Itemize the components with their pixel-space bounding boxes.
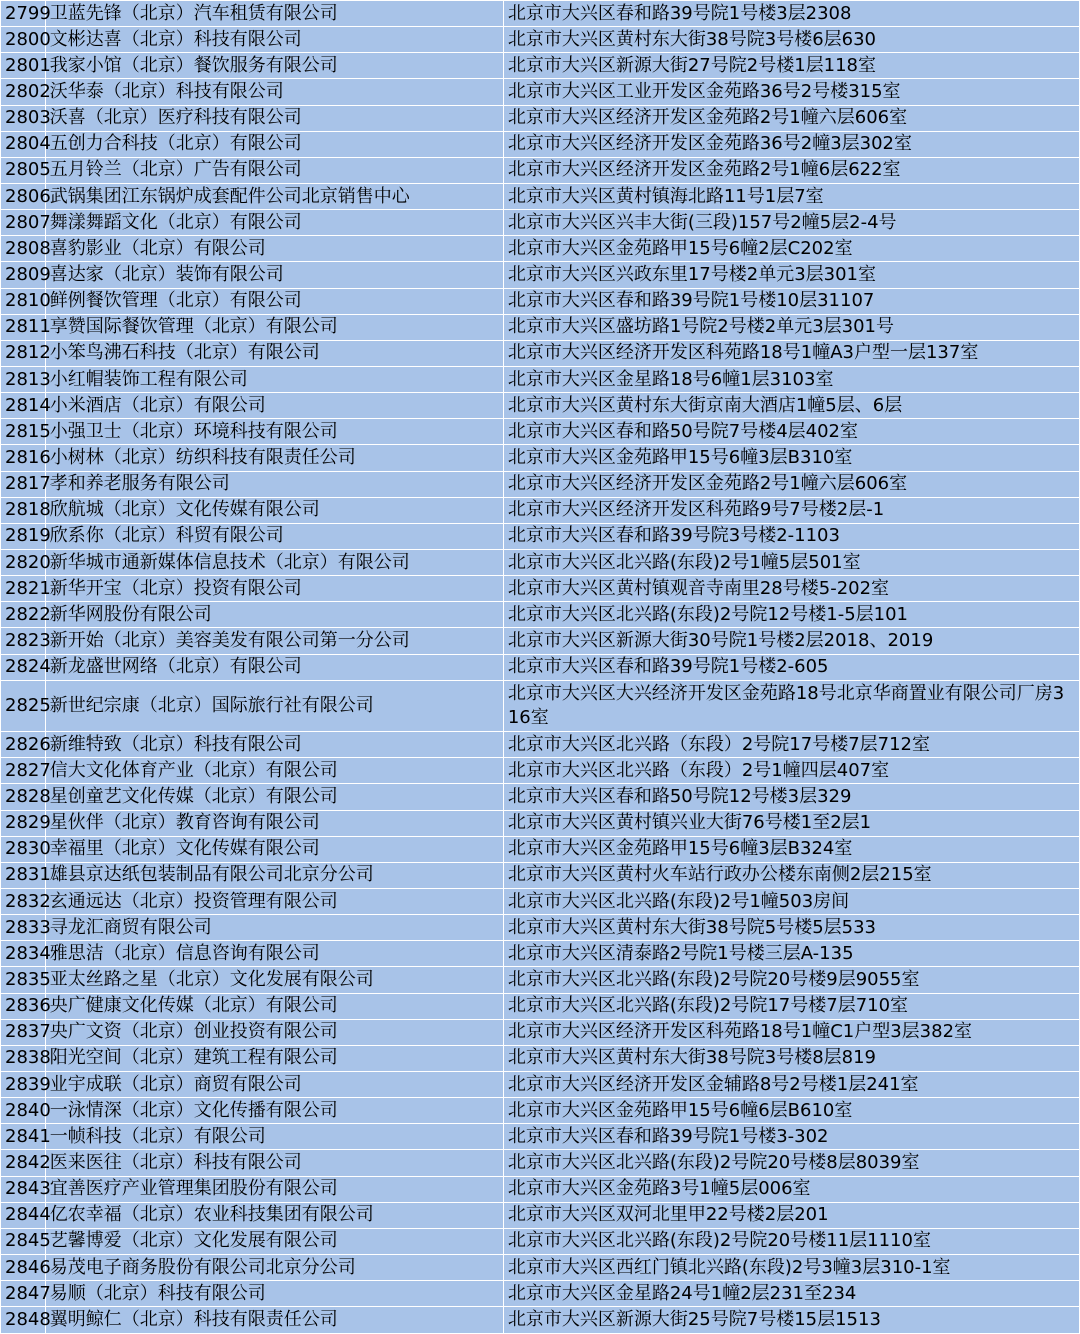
company-address-cell: 北京市大兴区金苑路甲15号6幢3层B310室 xyxy=(503,445,1079,471)
company-address-cell: 北京市大兴区北兴路(东段)2号院17号楼7层710室 xyxy=(503,993,1079,1019)
company-address-cell: 北京市大兴区北兴路（东段）2号1幢四层407室 xyxy=(503,758,1079,784)
company-name-cell: 一帧科技（北京）有限公司 xyxy=(45,1124,503,1150)
table-row xyxy=(1,27,1080,53)
row-number-cell: 2844 xyxy=(1,1202,46,1228)
row-number-cell: 2826 xyxy=(1,732,46,758)
company-name-cell: 雅思洁（北京）信息咨询有限公司 xyxy=(45,941,503,967)
row-number-cell: 2823 xyxy=(1,628,46,654)
company-name-cell: 医来医往（北京）科技有限公司 xyxy=(45,1150,503,1176)
company-address-cell: 北京市大兴区经济开发区金辅路8号2号楼1层241室 xyxy=(503,1072,1079,1098)
company-address-cell: 北京市大兴区工业开发区金苑路36号2号楼315室 xyxy=(503,79,1079,105)
table-row xyxy=(1,53,1080,79)
row-number-cell: 2825 xyxy=(1,680,46,732)
table-row xyxy=(1,549,1080,575)
row-number-cell: 2806 xyxy=(1,183,46,209)
company-address-cell: 北京市大兴区新源大街30号院1号楼2层2018、2019 xyxy=(503,628,1079,654)
row-number-cell: 2838 xyxy=(1,1045,46,1071)
row-number-cell: 2807 xyxy=(1,210,46,236)
row-number-cell: 2814 xyxy=(1,393,46,419)
table-row xyxy=(1,288,1080,314)
row-number-cell: 2799 xyxy=(1,1,46,27)
company-name-cell: 享赞国际餐饮管理（北京）有限公司 xyxy=(45,314,503,340)
company-address-cell: 北京市大兴区黄村东大街38号院3号楼8层819 xyxy=(503,1045,1079,1071)
table-row xyxy=(1,602,1080,628)
table-row xyxy=(1,393,1080,419)
company-name-cell: 小米酒店（北京）有限公司 xyxy=(45,393,503,419)
row-number-cell: 2803 xyxy=(1,105,46,131)
company-name-cell: 阳光空间（北京）建筑工程有限公司 xyxy=(45,1045,503,1071)
company-address-cell: 北京市大兴区经济开发区金苑路36号2幢3层302室 xyxy=(503,131,1079,157)
table-row xyxy=(1,1,1080,27)
company-address-cell: 北京市大兴区经济开发区科苑路18号1幢C1户型3层382室 xyxy=(503,1019,1079,1045)
table-row xyxy=(1,419,1080,445)
company-name-cell: 新维特致（北京）科技有限公司 xyxy=(45,732,503,758)
company-address-cell: 北京市大兴区黄村东大街38号院5号楼5层533 xyxy=(503,915,1079,941)
company-address-cell: 北京市大兴区双河北里甲22号楼2层201 xyxy=(503,1202,1079,1228)
table-row xyxy=(1,915,1080,941)
company-name-cell: 小强卫士（北京）环境科技有限公司 xyxy=(45,419,503,445)
row-number-cell: 2848 xyxy=(1,1307,46,1334)
company-name-cell: 星创童艺文化传媒（北京）有限公司 xyxy=(45,784,503,810)
table-row xyxy=(1,523,1080,549)
row-number-cell: 2847 xyxy=(1,1281,46,1307)
company-name-cell: 寻龙汇商贸有限公司 xyxy=(45,915,503,941)
company-address-cell: 北京市大兴区黄村火车站行政办公楼东南侧2层215室 xyxy=(503,862,1079,888)
table-row xyxy=(1,576,1080,602)
company-address-cell: 北京市大兴区兴政东里17号楼2单元3层301室 xyxy=(503,262,1079,288)
row-number-cell: 2834 xyxy=(1,941,46,967)
table-row xyxy=(1,340,1080,366)
company-address-cell: 北京市大兴区盛坊路1号院2号楼2单元3层301号 xyxy=(503,314,1079,340)
table-row xyxy=(1,1176,1080,1202)
company-name-cell: 信大文化体育产业（北京）有限公司 xyxy=(45,758,503,784)
table-row xyxy=(1,1202,1080,1228)
table-row xyxy=(1,1254,1080,1280)
company-name-cell: 新世纪宗康（北京）国际旅行社有限公司 xyxy=(45,680,503,732)
company-address-cell: 北京市大兴区春和路50号院7号楼4层402室 xyxy=(503,419,1079,445)
table-row xyxy=(1,1150,1080,1176)
table-row xyxy=(1,680,1080,732)
row-number-cell: 2833 xyxy=(1,915,46,941)
company-name-cell: 小树林（北京）纺织科技有限责任公司 xyxy=(45,445,503,471)
company-address-cell: 北京市大兴区北兴路(东段)2号院20号楼8层8039室 xyxy=(503,1150,1079,1176)
company-address-cell: 北京市大兴区北兴路(东段)2号院12号楼1-5层101 xyxy=(503,602,1079,628)
company-address-cell: 北京市大兴区黄村东大街京南大酒店1幢5层、6层 xyxy=(503,393,1079,419)
company-address-cell: 北京市大兴区经济开发区科苑路9号7号楼2层-1 xyxy=(503,497,1079,523)
company-name-cell: 沃华泰（北京）科技有限公司 xyxy=(45,79,503,105)
table-row xyxy=(1,836,1080,862)
company-address-cell: 北京市大兴区金苑路3号1幢5层006室 xyxy=(503,1176,1079,1202)
company-name-cell: 小红帽装饰工程有限公司 xyxy=(45,366,503,392)
table-row xyxy=(1,1045,1080,1071)
company-name-cell: 玄通远达（北京）投资管理有限公司 xyxy=(45,889,503,915)
table-row xyxy=(1,366,1080,392)
table-row xyxy=(1,628,1080,654)
company-name-cell: 舞漾舞蹈文化（北京）有限公司 xyxy=(45,210,503,236)
row-number-cell: 2830 xyxy=(1,836,46,862)
company-name-cell: 鲜例餐饮管理（北京）有限公司 xyxy=(45,288,503,314)
table-row xyxy=(1,732,1080,758)
company-name-cell: 业宇成联（北京）商贸有限公司 xyxy=(45,1072,503,1098)
company-name-cell: 幸福里（北京）文化传媒有限公司 xyxy=(45,836,503,862)
company-name-cell: 新华开宝（北京）投资有限公司 xyxy=(45,576,503,602)
table-row xyxy=(1,1072,1080,1098)
company-address-cell: 北京市大兴区金星路24号1幢2层231至234 xyxy=(503,1281,1079,1307)
company-name-cell: 星伙伴（北京）教育咨询有限公司 xyxy=(45,810,503,836)
row-number-cell: 2824 xyxy=(1,654,46,680)
table-row xyxy=(1,183,1080,209)
company-address-cell: 北京市大兴区经济开发区金苑路2号1幢六层606室 xyxy=(503,105,1079,131)
table-row xyxy=(1,1281,1080,1307)
table-row xyxy=(1,993,1080,1019)
row-number-cell: 2836 xyxy=(1,993,46,1019)
company-name-cell: 雄县京达纸包装制品有限公司北京分公司 xyxy=(45,862,503,888)
row-number-cell: 2816 xyxy=(1,445,46,471)
row-number-cell: 2822 xyxy=(1,602,46,628)
table-row xyxy=(1,314,1080,340)
company-address-cell: 北京市大兴区北兴路(东段)2号院20号楼9层9055室 xyxy=(503,967,1079,993)
company-address-cell: 北京市大兴区北兴路(东段)2号1幢5层501室 xyxy=(503,549,1079,575)
table-row xyxy=(1,758,1080,784)
table-row xyxy=(1,1098,1080,1124)
table-row xyxy=(1,445,1080,471)
table-row xyxy=(1,784,1080,810)
company-name-cell: 艺馨博爱（北京）文化发展有限公司 xyxy=(45,1228,503,1254)
table-row xyxy=(1,131,1080,157)
company-name-cell: 小笨鸟沸石科技（北京）有限公司 xyxy=(45,340,503,366)
table-row xyxy=(1,157,1080,183)
row-number-cell: 2845 xyxy=(1,1228,46,1254)
row-number-cell: 2813 xyxy=(1,366,46,392)
company-address-cell: 北京市大兴区黄村镇海北路11号1层7室 xyxy=(503,183,1079,209)
company-address-cell: 北京市大兴区兴丰大街(三段)157号2幢5层2-4号 xyxy=(503,210,1079,236)
company-name-cell: 翼明鲸仁（北京）科技有限责任公司 xyxy=(45,1307,503,1334)
company-address-cell: 北京市大兴区北兴路(东段)2号1幢503房间 xyxy=(503,889,1079,915)
company-name-cell: 易茂电子商务股份有限公司北京分公司 xyxy=(45,1254,503,1280)
company-address-cell: 北京市大兴区金苑路甲15号6幢3层B324室 xyxy=(503,836,1079,862)
row-number-cell: 2840 xyxy=(1,1098,46,1124)
row-number-cell: 2805 xyxy=(1,157,46,183)
table-row xyxy=(1,1228,1080,1254)
table-row xyxy=(1,497,1080,523)
company-name-cell: 喜达家（北京）装饰有限公司 xyxy=(45,262,503,288)
table-row xyxy=(1,967,1080,993)
row-number-cell: 2801 xyxy=(1,53,46,79)
company-address-cell: 北京市大兴区清泰路2号院1号楼三层A-135 xyxy=(503,941,1079,967)
row-number-cell: 2800 xyxy=(1,27,46,53)
company-address-cell: 北京市大兴区黄村镇兴业大街76号楼1至2层1 xyxy=(503,810,1079,836)
row-number-cell: 2804 xyxy=(1,131,46,157)
company-name-cell: 宜善医疗产业管理集团股份有限公司 xyxy=(45,1176,503,1202)
company-name-cell: 易顺（北京）科技有限公司 xyxy=(45,1281,503,1307)
row-number-cell: 2815 xyxy=(1,419,46,445)
row-number-cell: 2811 xyxy=(1,314,46,340)
company-name-cell: 喜豹影业（北京）有限公司 xyxy=(45,236,503,262)
company-name-cell: 五创力合科技（北京）有限公司 xyxy=(45,131,503,157)
company-name-cell: 孝和养老服务有限公司 xyxy=(45,471,503,497)
row-number-cell: 2819 xyxy=(1,523,46,549)
row-number-cell: 2808 xyxy=(1,236,46,262)
table-row xyxy=(1,941,1080,967)
table-row xyxy=(1,1307,1080,1334)
company-address-cell: 北京市大兴区大兴经济开发区金苑路18号北京华商置业有限公司厂房316室 xyxy=(503,680,1079,732)
company-name-cell: 新华城市通新媒体信息技术（北京）有限公司 xyxy=(45,549,503,575)
company-address-cell: 北京市大兴区金苑路甲15号6幢2层C202室 xyxy=(503,236,1079,262)
company-address-cell: 北京市大兴区春和路39号院1号楼10层31107 xyxy=(503,288,1079,314)
company-name-cell: 武锅集团江东锅炉成套配件公司北京销售中心 xyxy=(45,183,503,209)
company-name-cell: 我家小馆（北京）餐饮服务有限公司 xyxy=(45,53,503,79)
row-number-cell: 2843 xyxy=(1,1176,46,1202)
company-address-cell: 北京市大兴区黄村东大街38号院3号楼6层630 xyxy=(503,27,1079,53)
company-address-cell: 北京市大兴区经济开发区金苑路2号1幢6层622室 xyxy=(503,157,1079,183)
company-name-cell: 沃喜（北京）医疗科技有限公司 xyxy=(45,105,503,131)
company-name-cell: 五月铃兰（北京）广告有限公司 xyxy=(45,157,503,183)
row-number-cell: 2828 xyxy=(1,784,46,810)
company-address-cell: 北京市大兴区北兴路（东段）2号院17号楼7层712室 xyxy=(503,732,1079,758)
row-number-cell: 2827 xyxy=(1,758,46,784)
row-number-cell: 2802 xyxy=(1,79,46,105)
company-name-cell: 卫蓝先锋（北京）汽车租赁有限公司 xyxy=(45,1,503,27)
table-row xyxy=(1,889,1080,915)
table-row xyxy=(1,1019,1080,1045)
row-number-cell: 2842 xyxy=(1,1150,46,1176)
company-address-cell: 北京市大兴区春和路39号院3号楼2-1103 xyxy=(503,523,1079,549)
table-row xyxy=(1,471,1080,497)
company-address-cell: 北京市大兴区经济开发区科苑路18号1幢A3户型一层137室 xyxy=(503,340,1079,366)
company-address-cell: 北京市大兴区经济开发区金苑路2号1幢六层606室 xyxy=(503,471,1079,497)
company-name-cell: 新华网股份有限公司 xyxy=(45,602,503,628)
company-name-cell: 一泳情深（北京）文化传播有限公司 xyxy=(45,1098,503,1124)
row-number-cell: 2832 xyxy=(1,889,46,915)
table-body xyxy=(1,1,1080,1334)
row-number-cell: 2837 xyxy=(1,1019,46,1045)
row-number-cell: 2809 xyxy=(1,262,46,288)
row-number-cell: 2817 xyxy=(1,471,46,497)
row-number-cell: 2841 xyxy=(1,1124,46,1150)
row-number-cell: 2839 xyxy=(1,1072,46,1098)
company-address-cell: 北京市大兴区春和路39号院1号楼3层2308 xyxy=(503,1,1079,27)
company-name-cell: 文彬达喜（北京）科技有限公司 xyxy=(45,27,503,53)
row-number-cell: 2810 xyxy=(1,288,46,314)
company-name-cell: 央广文资（北京）创业投资有限公司 xyxy=(45,1019,503,1045)
company-name-cell: 亿农幸福（北京）农业科技集团有限公司 xyxy=(45,1202,503,1228)
row-number-cell: 2835 xyxy=(1,967,46,993)
row-number-cell: 2820 xyxy=(1,549,46,575)
company-address-cell: 北京市大兴区金星路18号6幢1层3103室 xyxy=(503,366,1079,392)
row-number-cell: 2831 xyxy=(1,862,46,888)
company-address-cell: 北京市大兴区西红门镇北兴路(东段)2号3幢3层310-1室 xyxy=(503,1254,1079,1280)
table-row xyxy=(1,862,1080,888)
table-row xyxy=(1,810,1080,836)
table-row xyxy=(1,262,1080,288)
company-name-cell: 亚太丝路之星（北京）文化发展有限公司 xyxy=(45,967,503,993)
company-address-cell: 北京市大兴区黄村镇观音寺南里28号楼5-202室 xyxy=(503,576,1079,602)
company-address-cell: 北京市大兴区春和路39号院1号楼2-605 xyxy=(503,654,1079,680)
table-row xyxy=(1,210,1080,236)
row-number-cell: 2818 xyxy=(1,497,46,523)
company-name-cell: 新龙盛世网络（北京）有限公司 xyxy=(45,654,503,680)
company-name-cell: 欣系你（北京）科贸有限公司 xyxy=(45,523,503,549)
company-name-cell: 新开始（北京）美容美发有限公司第一分公司 xyxy=(45,628,503,654)
company-address-cell: 北京市大兴区北兴路(东段)2号院20号楼11层1110室 xyxy=(503,1228,1079,1254)
company-name-cell: 欣航城（北京）文化传媒有限公司 xyxy=(45,497,503,523)
table-row xyxy=(1,105,1080,131)
company-address-cell: 北京市大兴区春和路39号院1号楼3-302 xyxy=(503,1124,1079,1150)
row-number-cell: 2812 xyxy=(1,340,46,366)
row-number-cell: 2821 xyxy=(1,576,46,602)
company-address-cell: 北京市大兴区新源大街25号院7号楼15层1513 xyxy=(503,1307,1079,1334)
table-row xyxy=(1,79,1080,105)
table-row xyxy=(1,654,1080,680)
table-row xyxy=(1,1124,1080,1150)
row-number-cell: 2846 xyxy=(1,1254,46,1280)
company-address-cell: 北京市大兴区新源大街27号院2号楼1层118室 xyxy=(503,53,1079,79)
table-row xyxy=(1,236,1080,262)
company-name-cell: 央广健康文化传媒（北京）有限公司 xyxy=(45,993,503,1019)
company-address-cell: 北京市大兴区金苑路甲15号6幢6层B610室 xyxy=(503,1098,1079,1124)
row-number-cell: 2829 xyxy=(1,810,46,836)
company-address-cell: 北京市大兴区春和路50号院12号楼3层329 xyxy=(503,784,1079,810)
